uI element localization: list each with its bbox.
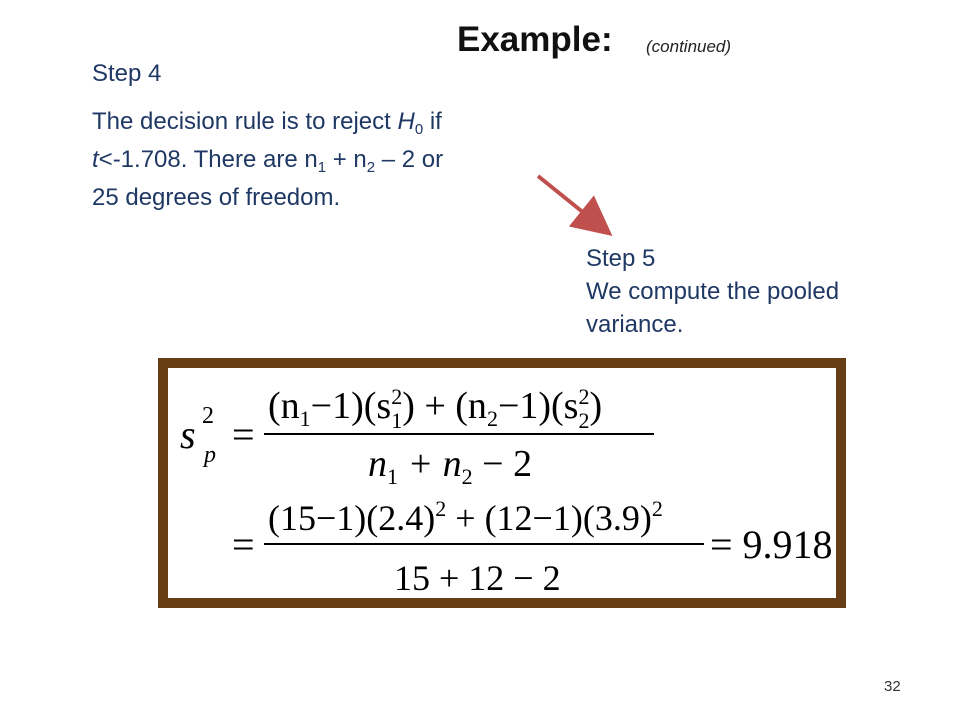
step4-line1-end: if xyxy=(423,108,442,135)
step4-line2-end: – 2 or xyxy=(375,146,444,173)
lhs-s: s xyxy=(180,412,196,457)
t-symbol: t xyxy=(92,146,99,173)
page-number: 32 xyxy=(884,678,901,695)
step4-line2-text: <-1.708. There are n xyxy=(98,146,318,173)
slide-subtitle: (continued) xyxy=(646,37,732,56)
slide-title: Example: xyxy=(457,20,613,59)
step5-text xyxy=(586,242,839,341)
denominator-1: $n_1 + n_2 - 2$ xyxy=(368,443,533,489)
step5-heading: Step 5 xyxy=(586,245,656,272)
numerator-2: $(15-1)(2.4)^2 + (12-1)(3.9)^2$ xyxy=(268,496,663,538)
denominator-2: 15 + 12 − 2 xyxy=(394,558,561,598)
lhs-sup: 2 xyxy=(202,403,214,429)
equals-1: = xyxy=(232,412,255,457)
pooled-variance-formula xyxy=(168,368,836,598)
n2-subscript: 2 xyxy=(366,159,376,176)
result-value: = 9.918 xyxy=(710,522,833,567)
step5-line-1: We compute the pooled xyxy=(586,278,840,305)
equals-2: = xyxy=(232,522,255,567)
hypothesis-subscript: 0 xyxy=(414,121,424,138)
numerator-1: $(n_1-1)(s^2$ $1) + (n_2-1)(s^2$ 2) xyxy=(268,384,603,433)
step4-line-3: 25 degrees of freedom. xyxy=(92,184,341,211)
hypothesis-symbol: H xyxy=(397,108,415,135)
lhs-sub: p xyxy=(204,442,216,468)
formula-box xyxy=(158,358,846,608)
step4-heading: Step 4 xyxy=(92,60,162,87)
n1-subscript: 1 xyxy=(317,159,327,176)
step5-line-2: variance. xyxy=(586,311,684,338)
step4-line1-text: The decision rule is to reject xyxy=(92,108,398,135)
step4-line2-plus: + n xyxy=(326,146,367,173)
